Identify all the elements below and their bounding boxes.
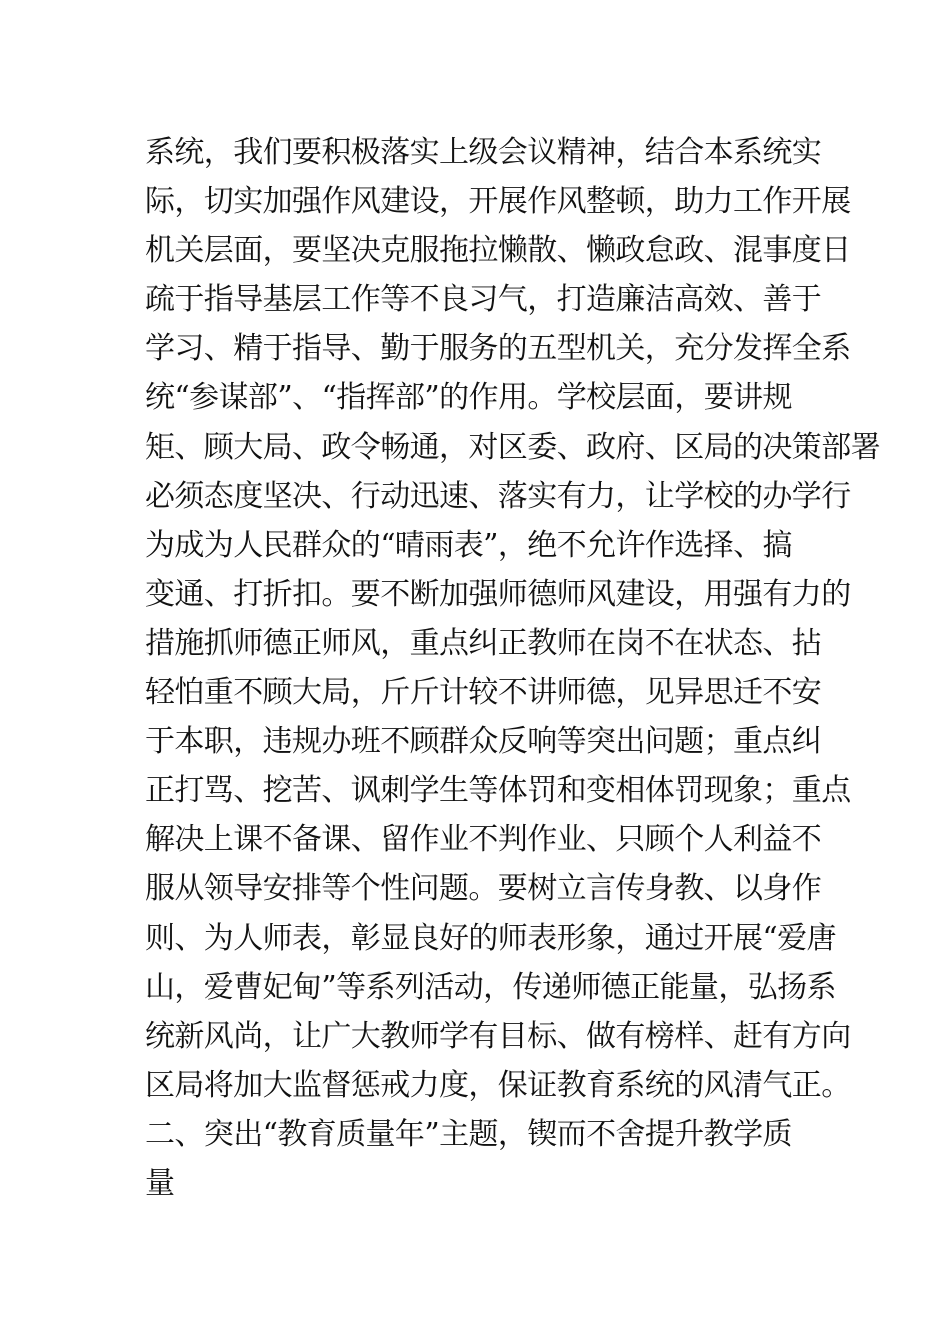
text-line: 为成为人民群众的“晴雨表”，绝不允许作选择、搞 xyxy=(145,527,792,563)
text-line: 际，切实加强作风建设，开展作风整顿，助力工作开展 xyxy=(145,184,851,220)
section-heading: 二、突出“教育质量年”主题，锲而不舍提升教学质 xyxy=(145,1116,792,1152)
text-line: 机关层面，要坚决克服拖拉懒散、懒政怠政、混事度日 xyxy=(145,233,851,269)
text-line: 则、为人师表，彰显良好的师表形象，通过开展“爱唐 xyxy=(145,920,836,956)
body-text xyxy=(145,128,880,1208)
text-line: 统新风尚，让广大教师学有目标、做有榜样、赶有方向 xyxy=(145,1018,851,1054)
text-line: 统“参谋部”、“指挥部”的作用。学校层面，要讲规 xyxy=(145,380,792,416)
text-line: 区局将加大监督惩戒力度，保证教育系统的风清气正。 xyxy=(145,1067,851,1103)
text-line: 山，爱曹妃甸”等系列活动，传递师德正能量，弘扬系 xyxy=(145,969,836,1005)
text-line: 变通、打折扣。要不断加强师德师风建设，用强有力的 xyxy=(145,576,851,612)
text-line: 措施抓师德正师风，重点纠正教师在岗不在状态、拈 xyxy=(145,625,822,661)
text-line: 疏于指导基层工作等不良习气，打造廉洁高效、善于 xyxy=(145,282,822,318)
text-line: 于本职，违规办班不顾群众反响等突出问题；重点纠 xyxy=(145,724,822,760)
text-line: 正打骂、挖苦、讽刺学生等体罚和变相体罚现象；重点 xyxy=(145,773,851,809)
section-heading-continued: 量 xyxy=(145,1165,175,1201)
text-line: 学习、精于指导、勤于服务的五型机关，充分发挥全系 xyxy=(145,331,851,367)
text-line: 轻怕重不顾大局，斤斤计较不讲师德，见异思迁不安 xyxy=(145,675,822,711)
text-line: 解决上课不备课、留作业不判作业、只顾个人利益不 xyxy=(145,822,822,858)
text-line: 必须态度坚决、行动迅速、落实有力，让学校的办学行 xyxy=(145,478,851,514)
text-line: 矩、顾大局、政令畅通，对区委、政府、区局的决策部署 xyxy=(145,429,880,465)
text-line: 服从领导安排等个性问题。要树立言传身教、以身作 xyxy=(145,871,822,907)
text-line: 系统，我们要积极落实上级会议精神，结合本系统实 xyxy=(145,135,822,170)
